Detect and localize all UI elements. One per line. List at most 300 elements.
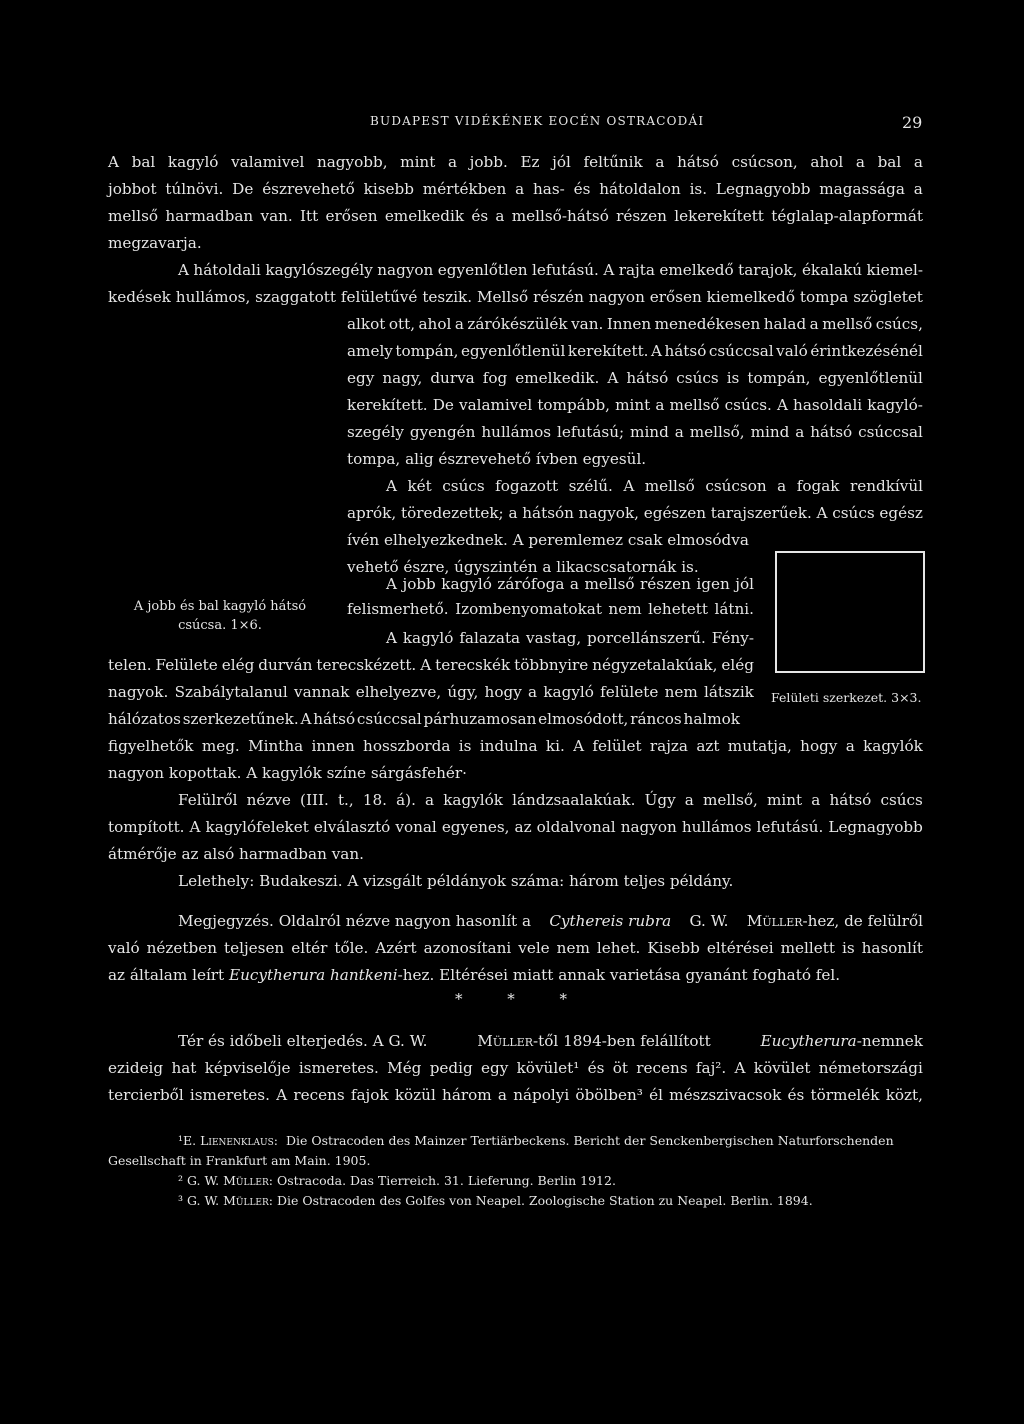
word: közül	[394, 1086, 436, 1104]
text-line	[108, 710, 740, 728]
word: csúccsal	[858, 423, 923, 441]
word: Felülete	[155, 656, 218, 674]
footnote	[178, 1133, 923, 1148]
word: erősen	[649, 288, 702, 306]
word: nem	[608, 600, 642, 618]
word: nagyobb,	[316, 153, 388, 171]
word: kerekített.	[347, 396, 428, 414]
footnote-author: G. W. Müller:	[187, 1173, 273, 1188]
word: A	[108, 153, 119, 171]
word: hullámos	[681, 818, 752, 836]
caption-line: A jobb és bal kagyló hátsó	[133, 599, 307, 614]
text-line	[178, 791, 923, 809]
word: fog	[482, 369, 508, 387]
word: a	[508, 504, 518, 522]
word: 18.	[362, 791, 387, 809]
word: a	[569, 575, 579, 593]
word: A	[776, 396, 788, 414]
word: A	[276, 1086, 288, 1104]
word: nagyok,	[578, 504, 639, 522]
section-stars: * * *	[455, 990, 568, 1008]
word: elhelyezve,	[355, 683, 442, 701]
word: is	[458, 737, 472, 755]
figure-frame	[775, 551, 925, 673]
word: a	[425, 791, 435, 809]
word: egy	[481, 1059, 509, 1077]
word: felület	[592, 737, 642, 755]
word: csúcs	[442, 477, 485, 495]
word: eltér	[291, 939, 328, 957]
word: Szabálytalanul	[174, 683, 288, 701]
word: egyenlőtlenül	[818, 369, 923, 387]
word: csúcson	[705, 477, 767, 495]
word: recens	[293, 1086, 345, 1104]
word: zárófoga	[497, 575, 565, 593]
word: a	[515, 180, 525, 198]
word: hátoldalon	[599, 180, 681, 198]
text-line	[347, 423, 923, 441]
word: nagyon	[377, 261, 434, 279]
word: fogak	[796, 477, 840, 495]
note-part: Megjegyzés. Oldalról nézve nagyon hasonlít a	[178, 912, 532, 930]
word: túlnövi.	[165, 180, 224, 198]
word: á).	[396, 791, 416, 809]
word: hátsó	[810, 423, 853, 441]
word: hasonlít	[861, 939, 923, 957]
text-line	[347, 396, 923, 414]
word: tompább,	[537, 396, 611, 414]
word: az	[514, 818, 532, 836]
word: (III.	[300, 791, 329, 809]
word: a	[674, 423, 684, 441]
word: tompán,	[747, 369, 811, 387]
footnote	[178, 1193, 813, 1208]
word: emelkedő	[659, 261, 734, 279]
word: feltűnik	[583, 153, 643, 171]
word: durva	[430, 369, 475, 387]
word: tompán,	[395, 342, 459, 360]
word: tompított.	[108, 818, 185, 836]
word: mind	[630, 423, 669, 441]
word: Legnagyobb	[828, 818, 923, 836]
text-line	[347, 342, 923, 360]
word: valamivel	[458, 396, 533, 414]
word: és	[787, 1086, 805, 1104]
footnote: Gesellschaft in Frankfurt am Main. 1905.	[108, 1153, 371, 1168]
word: Kisebb	[647, 939, 700, 957]
word: elég	[721, 656, 754, 674]
word: A	[386, 477, 397, 495]
word: csúcs.	[724, 396, 772, 414]
word: jobb.	[469, 153, 508, 171]
word: kedések	[108, 288, 171, 306]
word: rajta	[618, 261, 655, 279]
text-line	[108, 966, 840, 984]
word: A	[651, 342, 662, 360]
text-part: az általam leírt	[108, 966, 225, 984]
word: mellső,	[689, 423, 745, 441]
species-name: Eucytherura hantkeni	[229, 966, 398, 984]
word: való	[776, 342, 808, 360]
word: hosszborda	[363, 737, 451, 755]
word: ahol	[418, 315, 452, 333]
word: hogy	[800, 737, 838, 755]
word: bal	[131, 153, 156, 171]
word: törmelék	[810, 1086, 880, 1104]
word: A	[189, 818, 201, 836]
word: mértékben	[422, 180, 507, 198]
word: észrevehető	[262, 180, 355, 198]
word: azonosítani	[423, 939, 512, 957]
word: ki.	[545, 737, 565, 755]
word: fajok	[350, 1086, 389, 1104]
word: kagylók	[863, 737, 923, 755]
word: szaggatott	[255, 288, 336, 306]
text-line: Lelethely: Budakeszi. A vizsgált példányok száma: három teljes példány.	[178, 872, 734, 890]
word: mutatja,	[727, 737, 792, 755]
word: nagyon	[620, 818, 677, 836]
word: halad	[763, 315, 807, 333]
word: szélű.	[568, 477, 613, 495]
footnote	[178, 1173, 616, 1188]
word: való	[108, 939, 140, 957]
word: Legnagyobb	[715, 180, 811, 198]
word: közt,	[885, 1086, 923, 1104]
word: mint	[400, 153, 436, 171]
word: mellső-hátsó	[511, 207, 609, 225]
text-line	[108, 153, 923, 171]
word: hálózatos	[108, 710, 181, 728]
word: szegély	[347, 423, 404, 441]
word: Azért	[375, 939, 417, 957]
footnote-text: Ostracoda. Das Tierreich. 31. Lieferung. Berlin 1912.	[276, 1173, 616, 1188]
word: részén	[533, 288, 584, 306]
word: egyenlőtlen	[437, 261, 528, 279]
word: magassága	[819, 180, 905, 198]
word: mészszivacsok	[669, 1086, 782, 1104]
word: vastag,	[526, 629, 582, 647]
word: lefutású;	[557, 423, 625, 441]
word: rendkívül	[849, 477, 923, 495]
word: kagyló	[402, 629, 454, 647]
word: faj².	[695, 1059, 727, 1077]
word: jobbot	[108, 180, 157, 198]
word: tőle.	[334, 939, 369, 957]
word: teszik.	[422, 288, 473, 306]
word: lefutású.	[532, 261, 599, 279]
word: mellső	[669, 396, 720, 414]
word: többnyire	[514, 656, 589, 674]
word: a	[497, 1086, 507, 1104]
word: fogazott	[495, 477, 559, 495]
word: Fény-	[711, 629, 754, 647]
word: nagyok.	[108, 683, 169, 701]
note-part: G. W.	[689, 912, 729, 930]
word: kagylófeleket	[205, 818, 309, 836]
word: felismerhető.	[347, 600, 449, 618]
word: és	[587, 1059, 605, 1077]
word: csúcs	[676, 369, 719, 387]
footnote-author: E. Lienenklaus:	[183, 1133, 278, 1148]
word: teljesen	[224, 939, 285, 957]
footnote-marker: ²	[178, 1173, 184, 1188]
word: kagyló-	[867, 396, 923, 414]
word: Innen	[606, 315, 652, 333]
word: a	[528, 683, 538, 701]
word: van.	[260, 207, 293, 225]
word: mellső	[644, 477, 695, 495]
word: rajza	[649, 737, 688, 755]
word: a	[777, 477, 787, 495]
word: csúcs	[832, 504, 875, 522]
text-line	[108, 818, 923, 836]
text-line	[108, 683, 754, 701]
word: kisebb	[363, 180, 414, 198]
word: érintkezésénél	[810, 342, 923, 360]
word: gyengén	[409, 423, 476, 441]
word: hat	[171, 1059, 197, 1077]
word: A	[607, 369, 619, 387]
word: ismeretes.	[189, 1086, 270, 1104]
word: Még	[387, 1059, 422, 1077]
word: Ez	[520, 153, 540, 171]
genus-name: Eucytherura-nemnek	[760, 1032, 923, 1050]
word: mint	[615, 396, 651, 414]
word: hogy	[484, 683, 522, 701]
word: nézetben	[146, 939, 217, 957]
word: A	[623, 477, 635, 495]
author-name: Müller-hez, de felülről	[746, 912, 923, 930]
text-line	[386, 575, 754, 593]
text-line	[108, 939, 923, 957]
word: ezideig	[108, 1059, 164, 1077]
footnote-marker: ¹	[178, 1133, 184, 1148]
word: mellső	[584, 575, 635, 593]
word: mellső	[108, 207, 159, 225]
word: telen.	[108, 656, 152, 674]
word: a	[655, 153, 665, 171]
word: Mintha	[248, 737, 304, 755]
text-line	[108, 180, 923, 198]
caption-line: csúcsa. 1×6.	[178, 618, 262, 633]
word: nézve	[246, 791, 291, 809]
word: németországi	[818, 1059, 923, 1077]
word: Izombenyomatokat	[455, 600, 602, 618]
word: Itt	[300, 207, 319, 225]
text-line	[347, 600, 754, 618]
word: kiemelkedő	[706, 288, 795, 306]
word: részen	[640, 575, 691, 593]
word: emelkedik.	[515, 369, 600, 387]
text-line	[108, 1086, 923, 1104]
word: mint	[766, 791, 803, 809]
word: a	[684, 791, 694, 809]
word: recens	[636, 1059, 688, 1077]
word: hasoldali	[793, 396, 863, 414]
word: indulna	[479, 737, 538, 755]
word: és	[573, 180, 591, 198]
word: is	[841, 939, 855, 957]
word: elég	[221, 656, 255, 674]
word: mind	[750, 423, 790, 441]
word: képviselője	[204, 1059, 291, 1077]
word: kövület	[753, 1059, 811, 1077]
word: hullámos	[481, 423, 552, 441]
footnote-text: Die Ostracoden des Golfes von Neapel. Zoologische Station zu Neapel. Berlin. 1894.	[276, 1193, 813, 1208]
word: aprók,	[347, 504, 397, 522]
text-line: nagyon kopottak. A kagylók színe sárgásfehér·	[108, 764, 468, 782]
word: kagyló	[167, 153, 219, 171]
text-line	[108, 207, 923, 225]
word: öbölben³	[575, 1086, 643, 1104]
word: lándzsaalakúak.	[512, 791, 636, 809]
word: terecskék	[435, 656, 511, 674]
word: menedékesen	[654, 315, 761, 333]
word: négyzetalakúak,	[592, 656, 718, 674]
text-line	[108, 288, 923, 306]
word: nápolyi	[513, 1086, 570, 1104]
word: kagylószegély	[265, 261, 373, 279]
word: egy	[347, 369, 375, 387]
text-line: vehető észre, úgyszintén a likacscsatornák is.	[347, 558, 699, 576]
word: nem	[556, 939, 590, 957]
word: kagyló	[543, 683, 594, 701]
word: kagylók	[443, 791, 503, 809]
author-name: Müller-től 1894-ben felállított	[477, 1032, 711, 1050]
word: t.,	[337, 791, 354, 809]
word: a	[913, 180, 923, 198]
word: a	[655, 396, 665, 414]
species-name: Cythereis rubra	[549, 912, 672, 930]
word: kerekített.	[567, 342, 649, 360]
word: has-	[532, 180, 565, 198]
word: a	[855, 153, 865, 171]
word: Felülről	[178, 791, 238, 809]
word: elmosódott,	[538, 710, 629, 728]
word: meg.	[201, 737, 240, 755]
word: vele	[518, 939, 550, 957]
word: csúcs	[880, 791, 923, 809]
word: kagyló	[441, 575, 492, 593]
word: egészen	[643, 504, 706, 522]
word: a	[809, 315, 819, 333]
word: jól	[735, 575, 754, 593]
word: figyelhetők	[108, 737, 194, 755]
word: harmadban	[165, 207, 254, 225]
word: tompa	[799, 288, 849, 306]
word: Mellső	[476, 288, 529, 306]
word: A	[300, 710, 312, 728]
word: igen	[696, 575, 730, 593]
word: ott,	[388, 315, 416, 333]
word: A	[386, 575, 397, 593]
footnote-author: G. W. Müller:	[187, 1193, 273, 1208]
word: amely	[347, 342, 393, 360]
word: emelkedik	[384, 207, 465, 225]
page-number: 29	[902, 113, 923, 132]
text-line	[108, 1059, 923, 1077]
running-title: BUDAPEST VIDÉKÉNEK EOCÉN OSTRACODÁI	[370, 114, 705, 128]
word: vonal	[395, 818, 437, 836]
text-part: Tér és időbeli elterjedés. A G. W.	[178, 1032, 428, 1050]
word: egyenlőtlenül	[460, 342, 566, 360]
text-line	[347, 504, 923, 522]
word: párhuzamosan	[423, 710, 537, 728]
text-line	[178, 1032, 923, 1050]
text-line	[178, 261, 923, 279]
word: tarajszerűek.	[710, 504, 812, 522]
text-line	[108, 737, 923, 755]
text-line	[386, 477, 923, 495]
word: De	[232, 180, 254, 198]
word: nagyon	[588, 288, 645, 306]
word: A	[420, 656, 432, 674]
word: elválasztó	[313, 818, 391, 836]
word: a	[795, 423, 805, 441]
note-line	[178, 912, 923, 930]
word: a	[454, 315, 464, 333]
word: töredezettek;	[400, 504, 504, 522]
word: hátsó	[664, 342, 707, 360]
word: nagy,	[382, 369, 423, 387]
word: a	[845, 737, 855, 755]
text-part: -hez. Eltérései miatt annak varietása gyanánt fogható fel.	[397, 966, 841, 984]
word: mellső,	[702, 791, 758, 809]
word: szögletet	[853, 288, 923, 306]
word: tarajok,	[738, 261, 798, 279]
word: csúccsal	[356, 710, 422, 728]
word: kövület¹	[516, 1059, 580, 1077]
word: mellső	[822, 315, 873, 333]
text-line	[386, 629, 754, 647]
word: a	[811, 791, 821, 809]
footnote-marker: ³	[178, 1193, 184, 1208]
word: vannak	[293, 683, 350, 701]
text-line	[347, 369, 923, 387]
text-line	[347, 315, 923, 333]
word: szerkezetűnek.	[182, 710, 299, 728]
word: jól	[552, 153, 571, 171]
word: egész	[879, 504, 923, 522]
word: hátsó	[313, 710, 356, 728]
word: tercierből	[108, 1086, 184, 1104]
word: mellett	[780, 939, 835, 957]
word: hátsón	[522, 504, 574, 522]
word: ahol	[810, 153, 844, 171]
word: is	[726, 369, 740, 387]
word: alkot	[347, 315, 386, 333]
word: ráncos	[630, 710, 682, 728]
word: pedig	[429, 1059, 473, 1077]
word: nem	[664, 683, 698, 701]
word: lekerekített	[674, 207, 764, 225]
word: csúcson,	[731, 153, 798, 171]
word: két	[407, 477, 432, 495]
word: Úgy	[644, 791, 676, 809]
word: is.	[689, 180, 708, 198]
word: hátsó	[626, 369, 669, 387]
word: csúccsal	[708, 342, 774, 360]
word: a	[495, 207, 505, 225]
word: hátsó	[677, 153, 719, 171]
word: ékalakú	[801, 261, 863, 279]
word: innen	[311, 737, 355, 755]
word: zárókészülék	[467, 315, 568, 333]
word: felülete	[600, 683, 659, 701]
word: látszik	[704, 683, 754, 701]
figure-caption: Felületi szerkezet. 3×3.	[771, 690, 922, 705]
word: él	[649, 1086, 663, 1104]
